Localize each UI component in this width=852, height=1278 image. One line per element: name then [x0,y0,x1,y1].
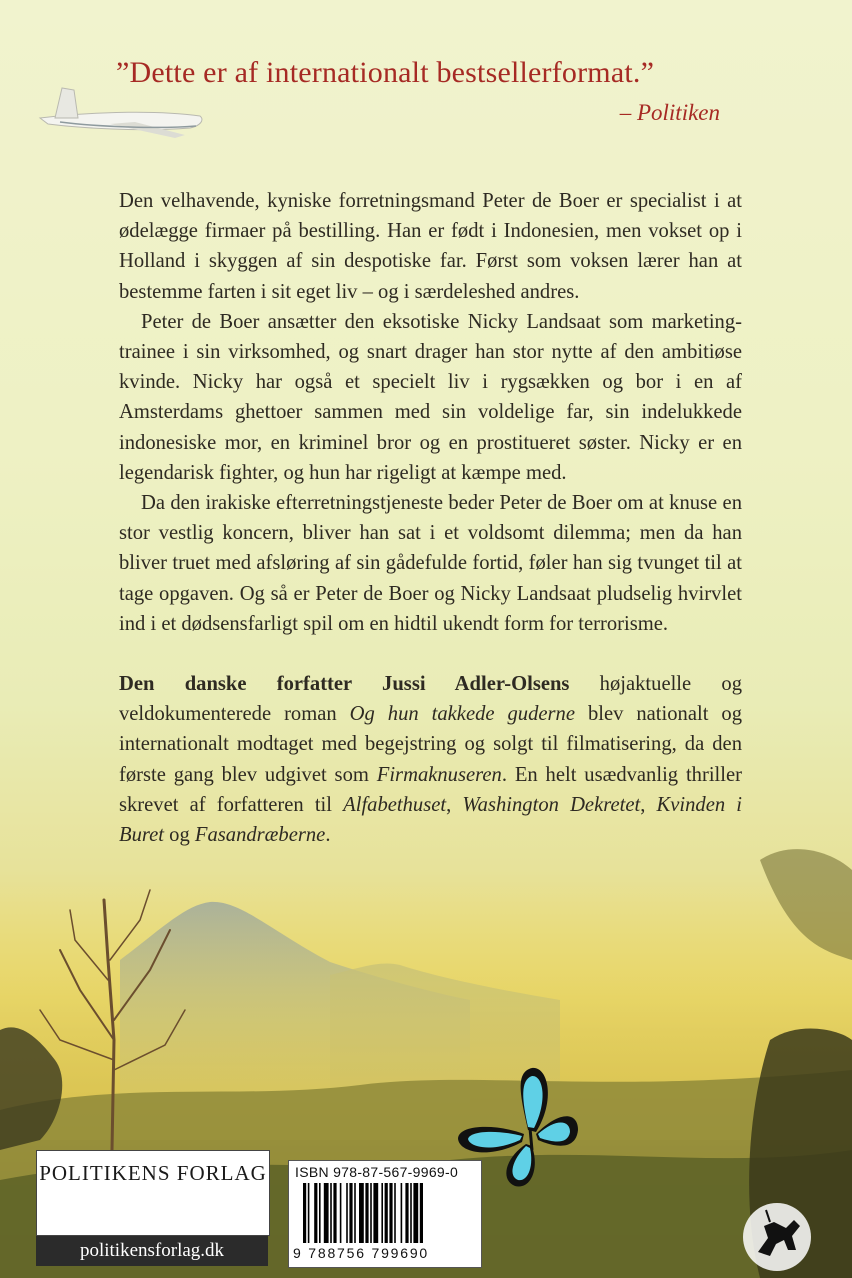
barcode-bar [308,1183,310,1243]
about-text: , [640,793,657,816]
barcode-bar [420,1183,423,1243]
barcode-bar [410,1183,412,1243]
barcode-bar [340,1183,342,1243]
about-text: , [446,793,463,816]
barcode-box [288,1160,482,1268]
about-text: . [325,824,331,847]
barcode-bar [373,1183,378,1243]
publisher-name: POLITIKENS FORLAG [39,1161,267,1185]
barcode-bar [370,1183,372,1243]
publisher-box [36,1150,270,1236]
author-paragraph [119,669,742,850]
barcode-bar [405,1183,408,1243]
barcode-bar [349,1183,352,1243]
barcode-bar [330,1183,332,1243]
about-text: . En helt usædvanlig thriller skrevet af forfatteren til [119,763,742,816]
about-text: højaktuelle og veldokumenterede roman [119,673,742,726]
barcode-bar [365,1183,368,1243]
book-title: Og hun takkede guderne [349,703,575,726]
blurb-paragraph: Da den irakiske efterretningstjeneste beder Peter de Boer om at knuse en stor vestlig koncern, bliver han sat i et voldsomt dilemma; men da han bliver truet med afsløring af sin gådefulde fortid, føler han sig tvunget til at tage opgaven. Og så er Peter de Boer og Nicky Landsaat pludselig hvirvlet ind i et dødsensfarligt spil om en hidtil ukendt form for terrorisme. [119,492,742,635]
barcode-bar [389,1183,392,1243]
barcode-bar [319,1183,321,1243]
book-title: Fasandræberne [194,824,326,847]
barcode-bar [413,1183,418,1243]
review-quote: ”Dette er af internationalt bestsellerformat.” [116,56,655,89]
review-source: – Politiken [619,100,720,125]
barcode-bar [333,1183,336,1243]
barcode-bar [324,1183,329,1243]
isbn-label: ISBN 978-87-567-9969-0 [295,1164,459,1180]
book-title: Kvinden i Buret [119,793,743,847]
blurb [119,186,742,850]
barcode-bar [381,1183,383,1243]
barcode-bar [346,1183,348,1243]
barcode-bar [359,1183,364,1243]
book-title: Washington Dekretet [462,793,641,816]
barcode-bar [303,1183,306,1243]
book-title: Firmaknuseren [376,763,502,786]
blurb-paragraph: Peter de Boer ansætter den eksotiske Nicky Landsaat som marketing-trainee i sin virksomhed, og snart drager han stor nytte af den ambitiøse kvinde. Nicky har også et specielt liv i rygsækken og bor i en af Amsterdams ghettoer sammen med sin voldelige far, sin indelukkede indonesiske mor, en kriminel bror og en prostitueret søster. Nicky er en legendarisk fighter, og hun har rigeligt at kæmpe med. [119,310,742,484]
about-text: blev nationalt og internationalt modtaget med begejstring og solgt til filmatisering, da den første gang blev udgivet som [119,703,742,786]
barcode-bar [385,1183,388,1243]
book-title: Alfabethuset [343,793,447,816]
barcode-digits: 9 788756 799690 [293,1245,429,1261]
barcode-bar [354,1183,356,1243]
publisher-logo-icon [743,1203,811,1271]
barcode-bar [401,1183,403,1243]
barcode-bar [314,1183,317,1243]
barcode-bar [394,1183,396,1243]
blurb-paragraph: Den velhavende, kyniske forretningsmand Peter de Boer er specialist i at ødelægge firmaer på bestilling. Han er født i Indonesien, men vokset op i Holland i skyggen af sin despotiske far. Først som voksen lærer han at bestemme farten i sit eget liv – og i særdeleshed andres. [119,190,742,303]
author-lead: Den danske forfatter Jussi Adler-Olsens [119,673,570,696]
airplane-icon [40,88,202,138]
publisher-url: politikensforlag.dk [36,1236,268,1266]
about-text: og [164,824,195,847]
